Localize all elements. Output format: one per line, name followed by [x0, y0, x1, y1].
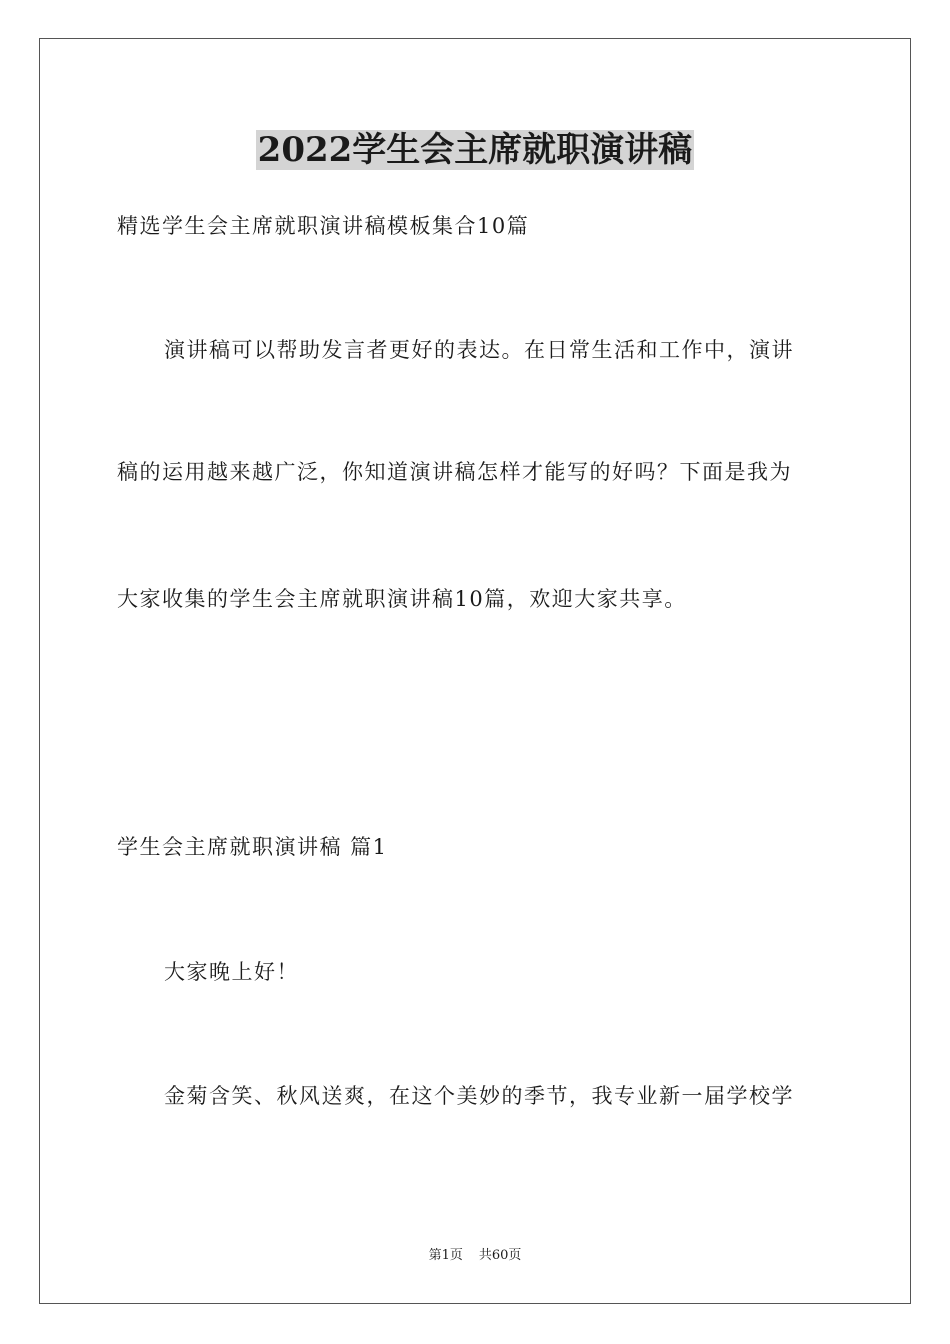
intro-line-3: 大家收集的学生会主席就职演讲稿10篇，欢迎大家共享。	[117, 587, 687, 611]
greeting-line: 大家晚上好！	[164, 960, 299, 984]
intro-line-2: 稿的运用越来越广泛，你知道演讲稿怎样才能写的好吗？下面是我为	[117, 460, 792, 484]
page-footer	[0, 1247, 950, 1265]
intro-line-1: 演讲稿可以帮助发言者更好的表达。在日常生活和工作中，演讲	[164, 338, 794, 362]
document-title	[0, 128, 950, 172]
body-line-1: 金菊含笑、秋风送爽，在这个美妙的季节，我专业新一届学校学	[164, 1084, 794, 1108]
page-total: 共60页	[478, 1248, 522, 1263]
section-heading: 学生会主席就职演讲稿 篇1	[117, 835, 388, 859]
document-subtitle: 精选学生会主席就职演讲稿模板集合10篇	[117, 214, 530, 238]
document-title-text: 2022学生会主席就职演讲稿	[257, 130, 693, 170]
page-number: 第1页	[428, 1248, 463, 1263]
